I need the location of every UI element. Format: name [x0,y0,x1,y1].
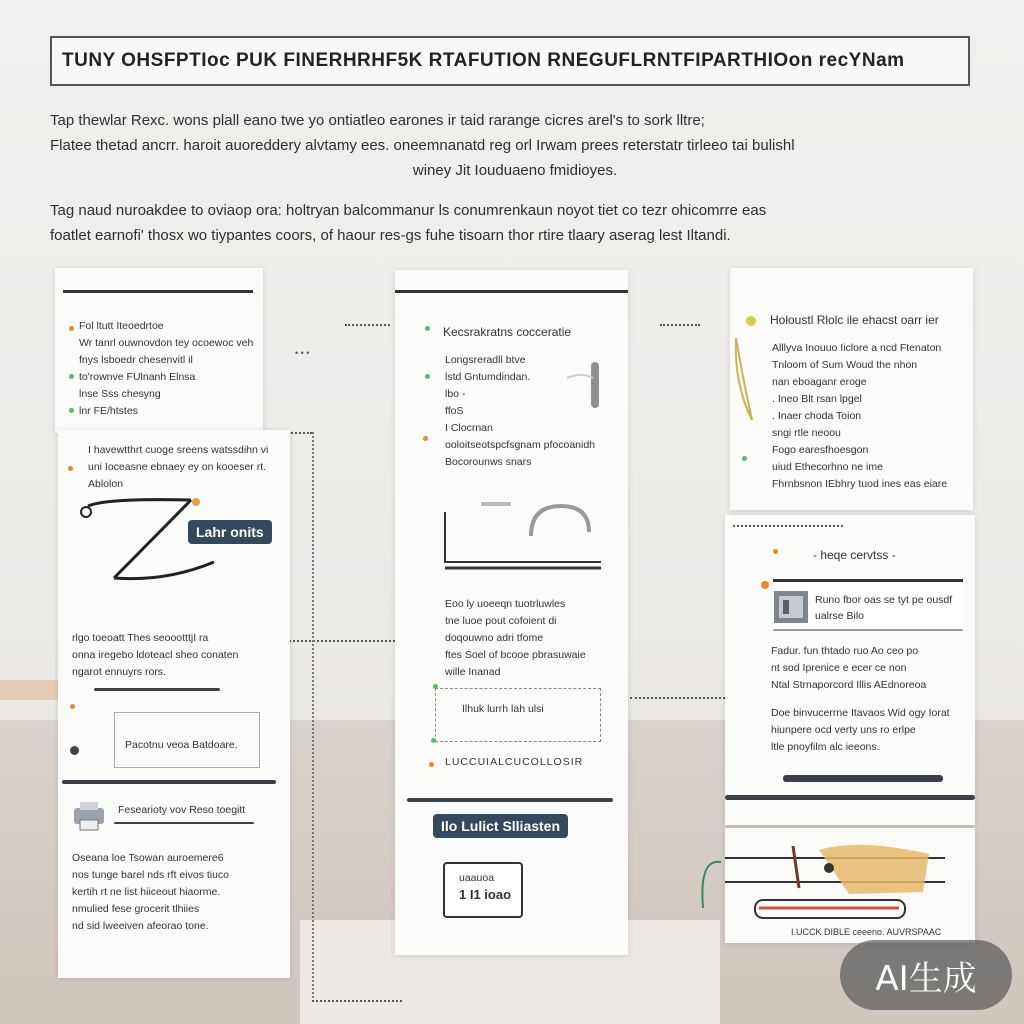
middle-panel [395,270,628,955]
right-card [773,579,963,632]
bullet-dot [761,581,769,589]
text-line: fnys lsboedr chesenvitl il [79,354,193,366]
divider-bar [407,798,613,802]
left-panel-top [55,268,263,433]
leaf-sketch-icon [730,334,760,424]
intro-paragraph-1 [50,108,980,183]
connector-line [312,432,314,1002]
title-box [50,36,970,86]
faucet-sketch-icon [441,492,611,572]
bullet-dot [429,762,434,767]
bullet-dot [69,408,74,413]
intro-paragraph-2 [50,198,980,248]
machine-footer-label: I.UCCK DIBLE ceeeno. AUVRSPAAC [791,927,942,937]
connector-line [288,432,312,434]
backdrop-shelf [0,680,60,700]
text-line: sngi rtle neoou [772,427,841,439]
bullet-dot [425,374,430,379]
intro-line: winey Jit Iouduaeno fmidioyes. [412,162,618,179]
text-line: lnse Sss chesyng [79,388,161,400]
middle-note-box [435,688,601,742]
pen-icon [565,358,605,414]
decor-dots: • • • [295,348,310,358]
text-line: Wr tanrl ouwnovdon tey ocoewoc veh [79,337,254,349]
text-line: Fol ltutt Iteoedrtoe [79,320,164,332]
bullet-dot [742,456,747,461]
ai-generated-watermark: AI生成 [840,940,1012,1010]
text-line: Longsreradll btve [445,354,526,366]
card-title: Runo fbor oas se tyt pe ousdf [815,594,953,606]
divider-bar [783,775,943,782]
left-callout-text [88,442,268,493]
text-line: nd sid lweeiven afeorao tone. [72,920,209,932]
text-line: Tnloom of Sum Woud the nhon [772,359,918,371]
text-line: Ablolon [88,478,124,490]
device-label: 1 I1 ioao [459,887,512,902]
text-line: Alllyva Inouuo Iiclore a ncd Ftenaton [772,342,942,354]
text-line: doqouwno adri tfome [445,632,544,644]
bullet-dot [69,326,74,331]
text-line: nt sod Iprenice e ecer ce non [771,662,907,674]
text-line: Eoo ly uoeeqn tuotrluwles [445,598,566,610]
divider-bar [725,795,975,800]
text-line: tne luoe pout cofoient di [445,615,557,627]
connector-line [660,324,700,326]
text-line: Ntal Strnaporcord Illis AEdnoreoa [771,679,927,691]
bullet-dot [423,436,428,441]
dotted-rule [733,525,843,527]
intro-line: Tag naud nuroakdee to oviaop ora: holtryan balcommanur ls conumrenkaun noyot tiet co tezr ohicomrre eas [50,202,767,219]
printer-icon [72,800,106,832]
text-line: hiunpere ocd verty uns ro erlpe [771,724,916,736]
text-line: Oseana loe Tsowan auroemere6 [72,852,224,864]
text-line: onna iregebo ldoteacl sheo conaten [72,649,239,661]
intro-line: Flatee thetad ancrr. haroit auoreddery alvtamy ees. oneemnanatd reg orl Irwam prees reterstatr tirleeo tai bulishl [50,137,795,154]
connector-line [630,697,725,699]
text-line: nmulied fese grocerit tlhiies [72,903,200,915]
text-line: ltle pnoyfilm alc ieeons. [771,741,880,753]
bullet-dot [425,326,430,331]
bullet-dot [70,704,75,709]
text-line: I Clocrnan [445,422,493,434]
text-line: wille Inanad [445,666,501,678]
bullet-dot [69,374,74,379]
middle-mid-text [445,596,586,681]
text-line: . Ineo Blt rsan lpgel [772,393,862,405]
right-top-text [772,340,947,493]
text-line: uni Ioceasne ebnaey ey on kooeser rt. [88,461,267,473]
text-line: ngarot ennuyrs rors. [72,666,166,678]
text-line: ftes Soel of bcooe pbrasuwaie [445,649,586,661]
right-panel-main [725,515,975,825]
left-panel-text [79,318,253,420]
left-mid-text [72,630,238,681]
machine-sketch-icon [699,828,975,928]
text-line: rlgo toeoatt Thes seoootttjI ra [72,632,209,644]
box-text: Ilhuk lurrh lah ulsi [462,703,544,715]
text-line: Doe binvucerrne Itavaos Wid ogy Iorat [771,707,950,719]
text-line: lnr FE/htstes [79,405,138,417]
intro-line: Tap thewlar Rexc. wons plall eano twe yo ontiatleo earones ir taid rarange cicres arel's to sork lltre; [50,112,705,129]
left-badge: Lahr onits [188,520,272,544]
left-note-box [114,712,260,768]
box-text: Pacotnu veoa Batdoare. [125,739,238,751]
text-line: I havewtthrt cuoge sreens watssdihn vi [88,444,269,456]
middle-badge: Ilo Lulict Slliasten [433,814,568,838]
text-line: to'rownve FUlnanh Elnsa [79,371,196,383]
intro-line: foatlet earnofi' thosx wo tiypantes coors, of haour res-gs fuhe tisoarn thor rtire tlaary aserag lest Iltandi. [50,227,731,244]
right-panel-bottom [725,828,975,943]
middle-underline-label: LUCCUIALCUCOLLOSIR [445,756,584,768]
text-line: kertih rt ne list hiiceout hiaorme. [72,886,221,898]
left-row-label: Fesearioty vov Reso toegitt [118,804,246,816]
text-line: ffoS [445,405,464,417]
right-subheading: - heqe cervtss - [813,548,896,562]
right-panel-top [730,268,973,510]
bullet-dot [431,738,436,743]
text-line: lstd Gntumdindan. [445,371,531,383]
right-mid-text [771,643,926,694]
text-line: uiud Ethecorhno ne ime [772,461,883,473]
text-line: Fadur. fun thtado ruo Ao ceo po [771,645,919,657]
middle-heading: Kecsrakratns cocceratie [443,325,572,339]
bullet-dot [70,746,79,755]
panel-rule [63,290,253,293]
text-line: Fhrnbsnon IEbhry tuod ines eas eiare [772,478,948,490]
text-line: Bocorounws snars [445,456,532,468]
right-heading: Holoustl Rlolc ile ehacst oarr ier [770,313,939,327]
connector-line [345,324,390,326]
device-label: uaauoa [459,872,495,884]
left-panel-main [58,430,290,978]
card-subtitle: ualrse Bilo [815,610,865,622]
text-line: lbo - [445,388,466,400]
text-line: Fogo earesfhoesgon [772,444,869,456]
bullet-dot [773,549,778,554]
bullet-dot [746,316,756,326]
text-line: nan eboaganr eroge [772,376,867,388]
divider-bar [62,780,276,784]
text-line: ooloitseotspcfsgnam pfocoanidh [445,439,596,451]
text-line: . Inaer choda Toion [772,410,862,422]
left-bottom-text [72,850,229,935]
text-line: nos tunge barel nds rft eivos tiuco [72,869,230,881]
right-lower-text [771,705,950,756]
divider-bar [114,822,254,824]
device-screen [443,862,523,918]
page-title: TUNY OHSFPTIoc PUK FINERHRHF5K RTAFUTION RNEGUFLRNTFIPARTHIOon recYNam [62,50,905,71]
connector-line [312,1000,402,1002]
panel-rule [395,290,628,293]
divider-bar [94,688,220,691]
divider-bar [773,629,963,631]
bullet-dot [68,466,73,471]
photo-thumbnail-icon [773,590,809,624]
